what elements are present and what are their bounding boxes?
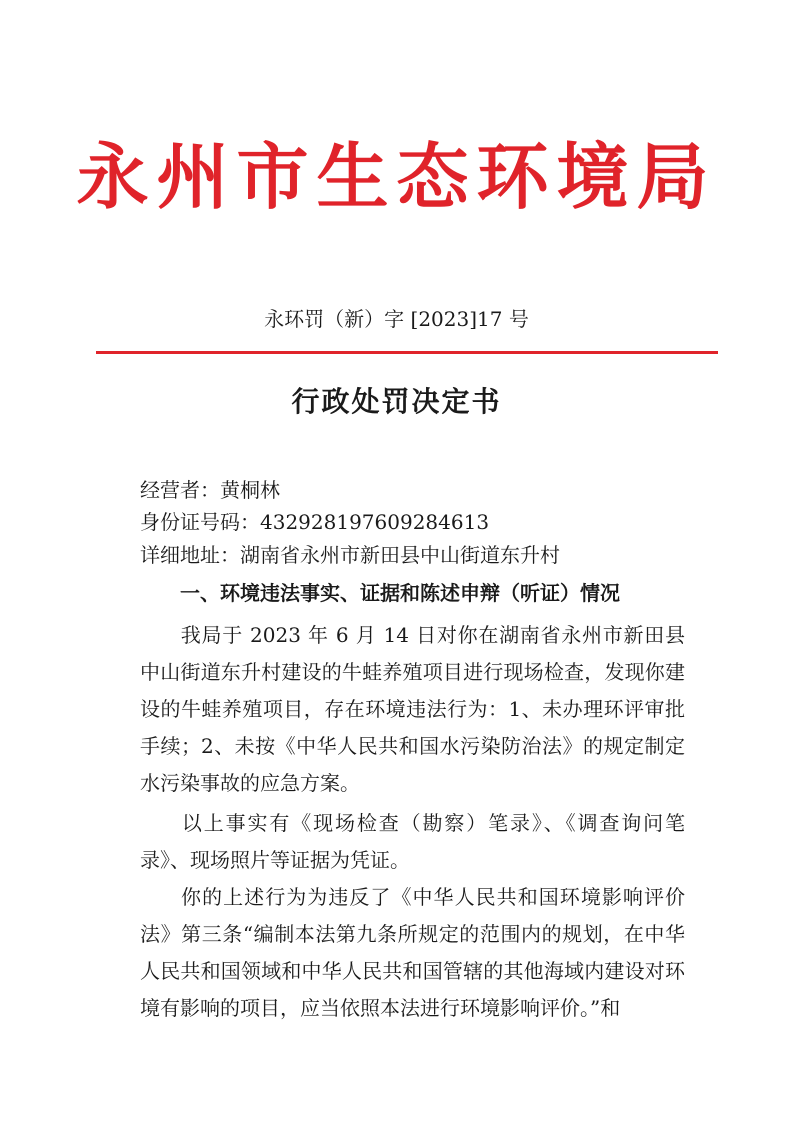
address-field: 详细地址：湖南省永州市新田县中山街道东升村 [140,543,560,567]
id-number-field: 身份证号码：432928197609284613 [140,510,490,534]
agency-header: 永州市生态环境局 [76,135,717,219]
operator-field: 经营者：黄桐林 [140,478,280,502]
paragraph-text: 我局于 2023 年 6 月 14 日对你在湖南省永州市新田县中山街道东升村建设的牛蛙养殖项目进行现场检查，发现你建设的牛蛙养殖项目，存在环境违法行为：1、未办理环评审批手续；2、未按《中华人民共和国水污染防治法》的规定制定水污染事故的应急方案。 [140,623,685,795]
body-paragraph [140,879,685,1027]
body-paragraph [140,805,685,879]
section-heading: 一、环境违法事实、证据和陈述申辩（听证）情况 [180,581,620,605]
red-divider-line [96,351,718,354]
document-title: 行政处罚决定书 [291,385,502,418]
body-paragraph [140,617,685,802]
document-number: 永环罚（新）字 [2023]17 号 [264,307,529,331]
paragraph-text: 以上事实有《现场检查（勘察）笔录》、《调查询问笔录》、现场照片等证据为凭证。 [140,811,685,872]
paragraph-text: 你的上述行为为违反了《中华人民共和国环境影响评价法》第三条“编制本法第九条所规定的范围内的规划，在中华人民共和国领域和中华人民共和国管辖的其他海域内建设对环境有影响的项目，应当依照本法进行环境影响评价。”和 [140,885,685,1020]
